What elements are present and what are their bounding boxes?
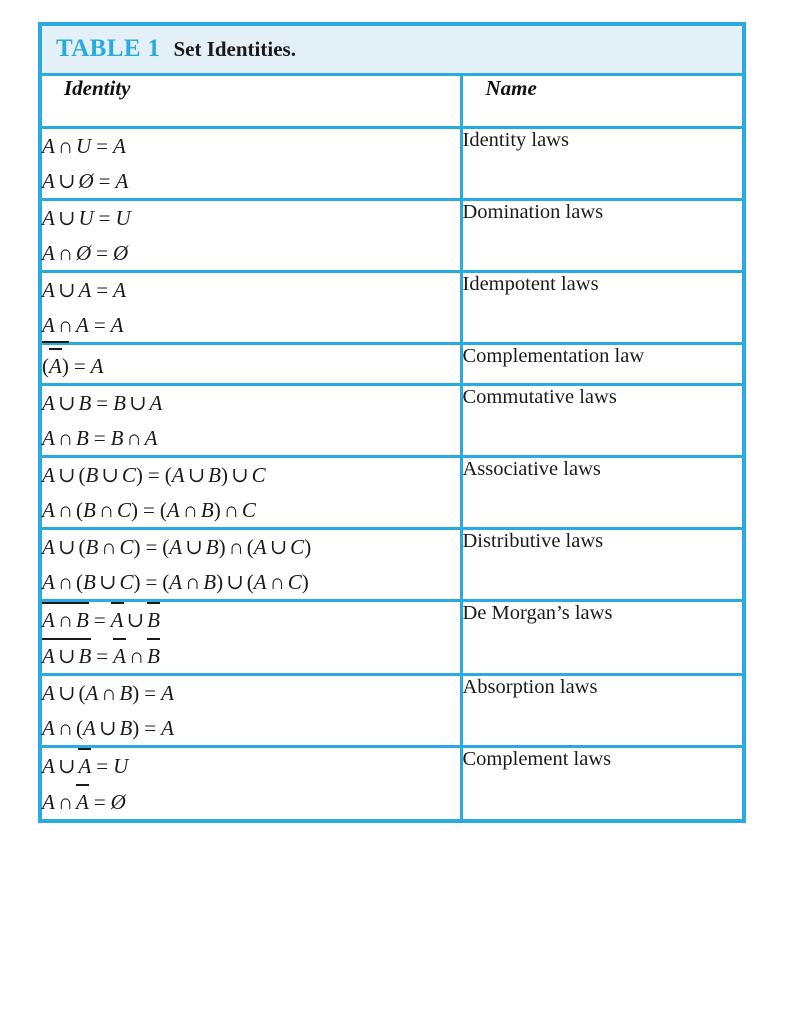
complement-overline: A bbox=[113, 638, 126, 673]
table-title: Set Identities. bbox=[173, 36, 296, 61]
identity-expression: A ∪ U = U bbox=[42, 206, 131, 231]
identity-expression: A ∪ (B ∪ C) = (A ∪ B) ∪ C bbox=[42, 463, 266, 488]
column-header-identity bbox=[42, 76, 461, 128]
column-header-identity-label: Identity bbox=[64, 76, 131, 100]
identity-cell bbox=[42, 344, 461, 385]
complement-overline: A bbox=[76, 784, 89, 819]
name-cell bbox=[461, 128, 742, 200]
table-row bbox=[42, 128, 742, 200]
table-body bbox=[42, 128, 742, 820]
identity-expression: A ∪ Ø = A bbox=[42, 169, 129, 194]
law-name: Absorption laws bbox=[462, 676, 598, 699]
complement-overline: (A) bbox=[42, 345, 69, 383]
identity-expression: (A) = A bbox=[42, 345, 460, 383]
table-head bbox=[42, 76, 742, 128]
table-row bbox=[42, 272, 742, 344]
identity-expression: A ∩ (B ∪ C) = (A ∩ B) ∪ (A ∩ C) bbox=[42, 570, 309, 595]
table-row bbox=[42, 601, 742, 675]
law-name: Idempotent laws bbox=[462, 273, 599, 296]
law-name: De Morgan’s laws bbox=[462, 602, 613, 625]
name-cell bbox=[461, 747, 742, 820]
law-name: Associative laws bbox=[462, 458, 601, 481]
table-row bbox=[42, 457, 742, 529]
complement-overline: A bbox=[111, 602, 124, 637]
complement-overline: A bbox=[49, 348, 62, 383]
identity-cell bbox=[42, 385, 461, 457]
table-row bbox=[42, 529, 742, 601]
identity-cell bbox=[42, 529, 461, 601]
identity-expression: A ∪ (B ∩ C) = (A ∪ B) ∩ (A ∪ C) bbox=[42, 535, 312, 560]
law-name: Distributive laws bbox=[462, 530, 604, 553]
complement-overline: A ∪ B bbox=[42, 638, 91, 673]
law-name: Complementation law bbox=[462, 345, 645, 368]
name-cell bbox=[461, 601, 742, 675]
table-row bbox=[42, 344, 742, 385]
name-cell bbox=[461, 675, 742, 747]
law-name: Identity laws bbox=[462, 129, 569, 151]
column-header-name-label: Name bbox=[485, 76, 537, 100]
identity-expression: A ∩ (A ∪ B) = A bbox=[42, 716, 174, 741]
identity-expression: A ∩ U = A bbox=[42, 134, 126, 158]
identity-expression: A ∪ B = B ∪ A bbox=[42, 391, 163, 416]
identity-expression: A ∩ B = B ∩ A bbox=[42, 426, 158, 451]
identity-expression: A ∪ (A ∩ B) = A bbox=[42, 681, 174, 706]
complement-overline: B bbox=[147, 638, 160, 673]
law-name: Domination laws bbox=[462, 201, 604, 224]
identity-expression: A ∪ B = A ∩ B bbox=[42, 638, 460, 673]
law-name: Complement laws bbox=[462, 748, 612, 771]
set-identities-table bbox=[38, 22, 746, 823]
law-name: Commutative laws bbox=[462, 386, 617, 409]
name-cell bbox=[461, 272, 742, 344]
identity-expression: A ∩ A = Ø bbox=[42, 784, 460, 819]
table-row bbox=[42, 200, 742, 272]
identity-expression: A ∪ A = U bbox=[42, 748, 460, 783]
name-cell bbox=[461, 529, 742, 601]
name-cell bbox=[461, 457, 742, 529]
complement-overline: A bbox=[78, 748, 91, 783]
identity-expression: A ∪ A = A bbox=[42, 278, 126, 303]
identity-cell bbox=[42, 200, 461, 272]
table-number-label: TABLE 1 bbox=[56, 35, 161, 62]
identity-expression: A ∩ B = A ∪ B bbox=[42, 602, 460, 637]
table-row bbox=[42, 385, 742, 457]
identity-expression: A ∩ A = A bbox=[42, 313, 124, 338]
identity-cell bbox=[42, 272, 461, 344]
column-header-name bbox=[461, 76, 742, 128]
complement-overline: B bbox=[147, 602, 160, 637]
identity-cell bbox=[42, 128, 461, 200]
table-row bbox=[42, 675, 742, 747]
table-row bbox=[42, 747, 742, 820]
identity-expression: A ∩ (B ∩ C) = (A ∩ B) ∩ C bbox=[42, 498, 256, 523]
identity-cell bbox=[42, 457, 461, 529]
name-cell bbox=[461, 200, 742, 272]
identity-expression: A ∩ Ø = Ø bbox=[42, 241, 129, 266]
complement-overline: A ∩ B bbox=[42, 602, 89, 637]
identities-grid bbox=[42, 76, 742, 819]
identity-cell bbox=[42, 675, 461, 747]
name-cell bbox=[461, 344, 742, 385]
name-cell bbox=[461, 385, 742, 457]
table-caption bbox=[42, 26, 742, 76]
identity-cell bbox=[42, 601, 461, 675]
identity-cell bbox=[42, 747, 461, 820]
header-row bbox=[42, 76, 742, 128]
